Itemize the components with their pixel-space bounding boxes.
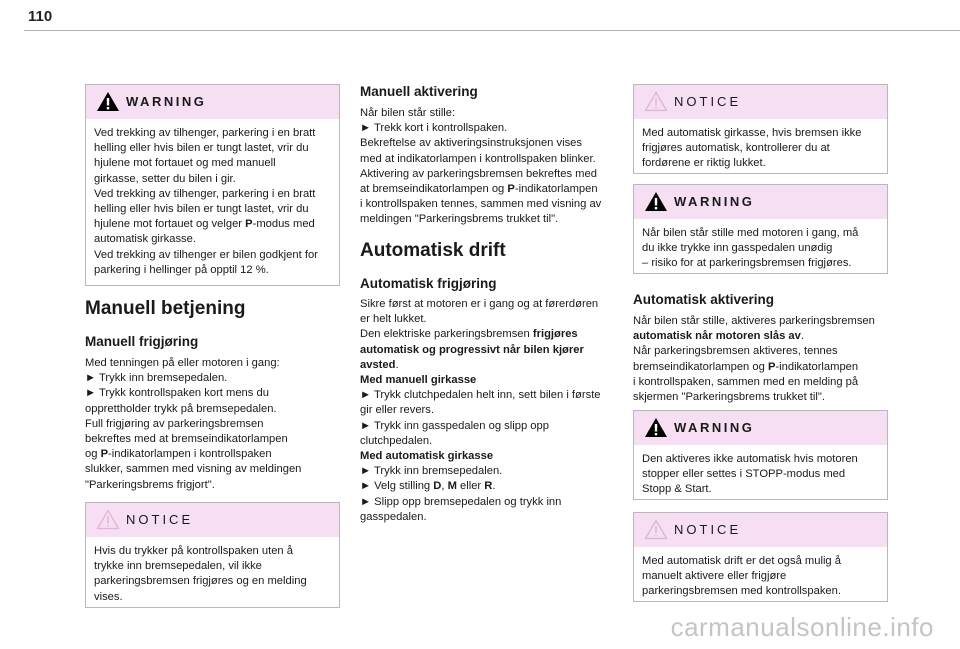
text-run: Aktivering av parkeringsbremsen bekreftes med bbox=[360, 167, 597, 180]
text-run: i kontrollspaken tennes, sammen med visning av bbox=[360, 198, 602, 211]
warning-triangle-icon bbox=[644, 417, 668, 438]
watermark: carmanualsonline.info bbox=[670, 612, 934, 642]
text-line bbox=[360, 510, 618, 525]
text-run: Med automatisk girkasse, hvis bremsen ikke bbox=[642, 127, 862, 139]
text-run: gasspedalen. bbox=[360, 510, 427, 523]
text-line bbox=[633, 314, 891, 329]
text-run: Med automatisk drift er det også mulig å bbox=[642, 555, 841, 567]
text-line bbox=[360, 312, 618, 327]
text-run: frigjøres automatisk, kontrollerer du at bbox=[642, 142, 830, 155]
text-run: Når bilen står stille med motoren i gang, må bbox=[642, 227, 859, 239]
notice-title: NOTICE bbox=[674, 94, 742, 109]
bold-run: P bbox=[507, 183, 515, 196]
text-run: clutchpedalen. bbox=[360, 434, 433, 447]
text-line bbox=[94, 574, 331, 589]
text-run: ► Trykk kontrollspaken kort mens du bbox=[85, 387, 269, 400]
text-run: er helt lukket. bbox=[360, 313, 427, 326]
text-line bbox=[642, 569, 879, 584]
text-run: . bbox=[800, 330, 804, 343]
text-line bbox=[360, 479, 618, 494]
bold-run: P bbox=[245, 218, 253, 231]
text-line bbox=[85, 371, 343, 386]
text-line bbox=[633, 375, 891, 390]
text-run: Når bilen står stille, aktiveres parkeringsbremsen bbox=[633, 315, 875, 327]
text-line bbox=[642, 452, 879, 467]
text-line bbox=[642, 126, 879, 141]
text-line bbox=[633, 390, 891, 405]
notice-box-manual-override bbox=[633, 512, 888, 602]
text-run: du ikke trykke inn gasspedalen unødig bbox=[642, 242, 833, 255]
manual-release-text bbox=[85, 356, 343, 493]
text-run: Den aktiveres ikke automatisk hvis motoren bbox=[642, 453, 858, 465]
text-run: automatisk girkasse. bbox=[94, 233, 196, 246]
notice-triangle-icon bbox=[644, 91, 668, 112]
warning-triangle-icon bbox=[96, 91, 120, 112]
text-line bbox=[360, 419, 618, 434]
warning-title: WARNING bbox=[126, 94, 207, 109]
text-line bbox=[642, 482, 879, 497]
notice-triangle-icon bbox=[644, 519, 668, 540]
automatic-release-text bbox=[360, 297, 618, 525]
text-line bbox=[642, 584, 879, 599]
text-line bbox=[642, 156, 879, 171]
text-line bbox=[360, 121, 618, 136]
text-line bbox=[94, 544, 331, 559]
text-line bbox=[94, 141, 331, 156]
text-run: Bekreftelse av aktiveringsinstruksjonen vises bbox=[360, 137, 582, 150]
text-run: girkasse, setter du bilen i gir. bbox=[94, 172, 236, 185]
text-run: Den elektriske parkeringsbremsen bbox=[360, 328, 533, 341]
bold-run: M bbox=[447, 480, 457, 493]
notice-box-header bbox=[634, 85, 887, 119]
text-run: "Parkeringsbrems frigjort". bbox=[85, 478, 215, 491]
text-run: ► Trykk inn bremsepedalen. bbox=[360, 465, 503, 478]
page-number: 110 bbox=[28, 8, 53, 25]
text-run: ► Velg stilling bbox=[360, 480, 434, 493]
text-line bbox=[360, 388, 618, 403]
text-line bbox=[360, 136, 618, 151]
text-run: ► Trekk kort i kontrollspaken. bbox=[360, 122, 508, 135]
warning-box-stop-start bbox=[633, 410, 888, 500]
top-rule bbox=[24, 30, 960, 31]
warning-box-header bbox=[634, 411, 887, 445]
text-line bbox=[94, 217, 331, 232]
text-line bbox=[360, 197, 618, 212]
text-run: fordørene er riktig lukket. bbox=[642, 157, 766, 170]
notice-box-header bbox=[86, 503, 339, 537]
text-run: slukker, sammen med visning av meldingen bbox=[85, 463, 302, 476]
text-run: at bremseindikatorlampen og bbox=[360, 183, 508, 196]
text-run: helling eller hvis bilen er tungt lastet, vrir du bbox=[94, 203, 309, 216]
text-run: Når parkeringsbremsen aktiveres, tennes bbox=[633, 345, 838, 358]
text-line bbox=[633, 360, 891, 375]
text-line bbox=[94, 172, 331, 187]
text-line bbox=[642, 226, 879, 241]
warning-title: WARNING bbox=[674, 420, 755, 435]
text-run: hjulene mot fortauet og med manuell bbox=[94, 157, 276, 170]
text-line bbox=[94, 559, 331, 574]
subheading-automatic-release: Automatisk frigjøring bbox=[360, 276, 497, 291]
text-line bbox=[85, 432, 343, 447]
subheading-automatic-activation: Automatisk aktivering bbox=[633, 292, 775, 307]
text-line bbox=[360, 297, 618, 312]
warning-box-trailer bbox=[85, 84, 340, 286]
text-line bbox=[94, 202, 331, 217]
text-run: Med tenningen på eller motoren i gang: bbox=[85, 357, 280, 369]
text-run: stopper eller settes i STOPP-modus med bbox=[642, 468, 846, 481]
notice-body bbox=[634, 547, 887, 608]
text-run: bremseindikatorlampen og bbox=[633, 360, 768, 373]
text-run: manuelt aktivere eller frigjøre bbox=[642, 570, 787, 583]
text-run: -indikatorlampen bbox=[514, 183, 598, 196]
section-heading-automatic: Automatisk drift bbox=[360, 240, 506, 261]
bold-run: P bbox=[767, 360, 776, 373]
bold-run: automatisk når motoren slås av bbox=[633, 330, 801, 343]
text-line bbox=[360, 106, 618, 121]
text-run: . bbox=[395, 358, 399, 371]
bold-run: P bbox=[100, 448, 109, 461]
text-line bbox=[85, 417, 343, 432]
text-line bbox=[360, 327, 618, 342]
text-run: og bbox=[85, 448, 101, 461]
text-run: ► Slipp opp bremsepedalen og trykk inn bbox=[360, 495, 562, 508]
automatic-activation-text bbox=[633, 314, 891, 405]
warning-title: WARNING bbox=[674, 194, 755, 209]
text-run: Stopp & Start. bbox=[642, 483, 712, 496]
text-line bbox=[360, 434, 618, 449]
text-line bbox=[360, 464, 618, 479]
text-run: ► Trykk clutchpedalen helt inn, sett bilen i første bbox=[360, 389, 601, 402]
text-run: trykke inn bremsepedalen, vil ikke bbox=[94, 560, 262, 573]
text-line bbox=[360, 343, 618, 358]
warning-box-accelerator bbox=[633, 184, 888, 274]
text-line bbox=[94, 156, 331, 171]
text-line bbox=[633, 329, 891, 344]
bold-run: D bbox=[433, 480, 442, 493]
text-run: Sikre først at motoren er i gang og at førerdøren bbox=[360, 298, 599, 310]
text-line bbox=[85, 386, 343, 401]
warning-body bbox=[634, 445, 887, 506]
warning-body bbox=[634, 219, 887, 280]
text-run: Ved trekking av tilhenger er bilen godkjent for bbox=[94, 248, 318, 261]
warning-body bbox=[86, 119, 339, 286]
section-heading-manual: Manuell betjening bbox=[85, 298, 246, 319]
text-line bbox=[94, 187, 331, 202]
text-line bbox=[85, 447, 343, 462]
text-line bbox=[360, 373, 618, 388]
text-run: Hvis du trykker på kontrollspaken uten å bbox=[94, 545, 293, 557]
text-run: ► Trykk inn bremsepedalen. bbox=[85, 372, 228, 385]
bold-run: R bbox=[484, 480, 493, 493]
text-run: . bbox=[492, 480, 496, 493]
text-run: eller bbox=[456, 480, 485, 493]
text-run: vises. bbox=[94, 590, 123, 603]
notice-triangle-icon bbox=[96, 509, 120, 530]
notice-body bbox=[634, 119, 887, 180]
text-run: parkering i hellinger på opptil 12 %. bbox=[94, 263, 269, 276]
text-run: helling eller hvis bilen er tungt lastet, vrir du bbox=[94, 142, 309, 155]
text-line bbox=[642, 554, 879, 569]
bold-run: Med manuell girkasse bbox=[360, 374, 477, 387]
warning-triangle-icon bbox=[644, 191, 668, 212]
text-line bbox=[85, 462, 343, 477]
text-line bbox=[360, 449, 618, 464]
text-run: med at indikatorlampen i kontrollspaken blinker. bbox=[360, 152, 596, 165]
text-run: -modus med bbox=[252, 218, 315, 231]
text-line bbox=[360, 152, 618, 167]
text-line bbox=[94, 126, 331, 141]
bold-run: frigjøres bbox=[532, 328, 578, 341]
text-line bbox=[360, 167, 618, 182]
text-line bbox=[85, 356, 343, 371]
text-run: Ved trekking av tilhenger, parkering i en bratt bbox=[94, 187, 316, 200]
text-run: ► Trykk inn gasspedalen og slipp opp bbox=[360, 419, 549, 432]
text-line bbox=[94, 590, 331, 605]
text-run: Ved trekking av tilhenger, parkering i en bratt bbox=[94, 127, 316, 139]
subheading-manual-release: Manuell frigjøring bbox=[85, 334, 199, 349]
text-run: hjulene mot fortauet og velger bbox=[94, 218, 246, 231]
text-run: gir eller revers. bbox=[360, 404, 434, 417]
notice-body bbox=[86, 537, 339, 613]
subheading-manual-activation: Manuell aktivering bbox=[360, 84, 478, 99]
text-line bbox=[94, 232, 331, 247]
text-line bbox=[94, 248, 331, 263]
text-line bbox=[85, 478, 343, 493]
warning-box-header bbox=[86, 85, 339, 119]
notice-box-release bbox=[85, 502, 340, 608]
text-line bbox=[85, 402, 343, 417]
text-run: Når bilen står stille: bbox=[360, 107, 456, 119]
text-run: -indikatorlampen bbox=[775, 360, 859, 373]
bold-run: automatisk og progressivt når bilen kjører bbox=[360, 343, 584, 356]
text-run: meldingen "Parkeringsbrems trukket til". bbox=[360, 213, 559, 226]
bold-run: Med automatisk girkasse bbox=[360, 450, 494, 463]
text-line bbox=[642, 241, 879, 256]
text-line bbox=[633, 344, 891, 359]
text-line bbox=[642, 256, 879, 271]
text-run: – risiko for at parkeringsbremsen frigjøres. bbox=[642, 257, 852, 270]
warning-box-header bbox=[634, 185, 887, 219]
notice-title: NOTICE bbox=[674, 522, 742, 537]
text-run: i kontrollspaken, sammen med en melding på bbox=[633, 375, 859, 388]
text-line bbox=[360, 403, 618, 418]
text-run: Full frigjøring av parkeringsbremsen bbox=[85, 417, 264, 430]
notice-box-header bbox=[634, 513, 887, 547]
text-line bbox=[360, 495, 618, 510]
text-run: opprettholder trykk på bremsepedalen. bbox=[85, 402, 277, 415]
text-line bbox=[642, 467, 879, 482]
text-run: parkeringsbremsen med kontrollspaken. bbox=[642, 585, 841, 598]
text-run: skjermen "Parkeringsbrems trukket til". bbox=[633, 391, 825, 404]
bold-run: avsted bbox=[360, 358, 396, 371]
text-run: bekreftes med at bremseindikatorlampen bbox=[85, 433, 288, 446]
text-line bbox=[360, 182, 618, 197]
notice-box-gearbox bbox=[633, 84, 888, 174]
text-line bbox=[94, 263, 331, 278]
manual-activation-text bbox=[360, 106, 618, 228]
text-line bbox=[360, 212, 618, 227]
text-run: parkeringsbremsen frigjøres og en melding bbox=[94, 575, 307, 588]
text-line bbox=[360, 358, 618, 373]
notice-title: NOTICE bbox=[126, 512, 194, 527]
text-run: -indikatorlampen i kontrollspaken bbox=[108, 448, 272, 461]
text-run: , bbox=[441, 480, 448, 493]
text-line bbox=[642, 141, 879, 156]
